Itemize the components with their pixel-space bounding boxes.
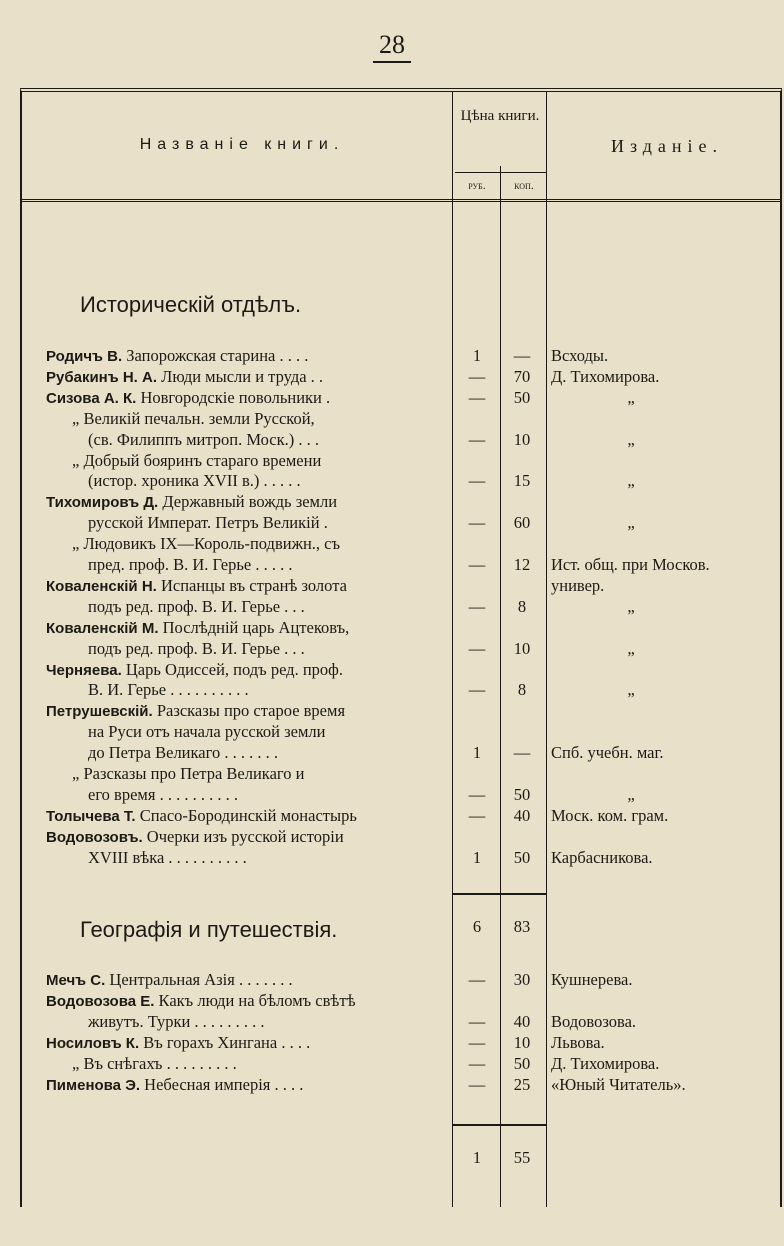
- book-title: русской Императ. Петръ Великій .: [88, 513, 328, 533]
- table-row: [0, 701, 784, 722]
- edition-publisher: Всходы.: [551, 346, 609, 365]
- total-rub: 6: [472, 917, 482, 936]
- price-rub: —: [468, 1053, 486, 1073]
- price-rub: —: [468, 471, 486, 491]
- price-kop: —: [513, 743, 531, 763]
- edition-publisher: „: [627, 596, 635, 616]
- table-row: [0, 1033, 784, 1054]
- book-title: (истор. хроника XVII в.) . . . . .: [88, 471, 301, 491]
- table-row: [0, 576, 784, 597]
- price-kop: 40: [513, 805, 531, 825]
- price-rub: —: [468, 784, 486, 804]
- price-rub: —: [468, 970, 486, 989]
- edition-publisher: „: [627, 387, 635, 407]
- book-title: живутъ. Турки . . . . . . . . .: [88, 1011, 265, 1031]
- price-kop: 70: [513, 366, 531, 386]
- table-row: [0, 660, 784, 681]
- table-row: [0, 848, 784, 869]
- total-kop: 83: [513, 917, 531, 936]
- total-divider: [452, 893, 546, 895]
- table-row: [0, 346, 784, 367]
- price-kop: 8: [517, 596, 527, 616]
- price-kop: 50: [513, 387, 531, 407]
- book-author: Водовозова Е.: [46, 992, 155, 1010]
- price-rub: —: [468, 805, 486, 825]
- book-title: Коваленскій Н. Испанцы въ странѣ золота: [46, 575, 347, 595]
- table-row: [0, 492, 784, 513]
- price-subheader-line: [455, 172, 547, 173]
- total-divider: [452, 1124, 546, 1126]
- book-author: Толычева Т.: [46, 807, 136, 825]
- section-title: Географія и путешествія.: [80, 917, 338, 942]
- table-row: [0, 970, 784, 991]
- book-author: Мечъ С.: [46, 972, 106, 989]
- table-row: [0, 367, 784, 388]
- book-title: Носиловъ К. Въ горахъ Хингана . . . .: [46, 1032, 311, 1052]
- edition-publisher: „: [627, 513, 635, 533]
- table-row: [0, 618, 784, 639]
- price-rub: —: [468, 513, 486, 533]
- column-header-title: Названіе книги.: [139, 136, 345, 153]
- price-kop: 30: [513, 970, 531, 989]
- table-row: [0, 806, 784, 827]
- price-kop: 40: [513, 1011, 531, 1031]
- price-kop: 50: [513, 847, 531, 867]
- header-divider: [22, 199, 780, 202]
- book-author: Черняева.: [46, 661, 122, 679]
- edition-publisher: Спб. учебн. маг.: [551, 743, 664, 763]
- book-author: Водовозовъ.: [46, 828, 143, 846]
- table-row: [0, 513, 784, 534]
- price-rub: 1: [472, 847, 482, 867]
- book-title: В. И. Герье . . . . . . . . . .: [88, 680, 249, 700]
- book-title: его время . . . . . . . . . .: [88, 784, 238, 804]
- price-kop: 8: [517, 680, 527, 700]
- book-title: (св. Филиппъ митроп. Моск.) . . .: [88, 429, 319, 449]
- book-title: Толычева Т. Спасо-Бородинскій монастырь: [46, 805, 357, 825]
- edition-publisher: „: [627, 429, 635, 449]
- book-title: до Петра Великаго . . . . . . .: [88, 743, 278, 763]
- edition-publisher: „: [627, 638, 635, 658]
- book-author: Петрушевскій.: [46, 703, 153, 721]
- table-row: [0, 991, 784, 1012]
- book-title: „ Людовикъ IX—Король-подвижн., съ: [72, 534, 341, 554]
- book-author: Пименова Э.: [46, 1076, 141, 1094]
- price-rub: —: [468, 680, 486, 700]
- book-author: Рубакинъ Н. А.: [46, 368, 158, 386]
- book-title: Родичъ В. Запорожская старина . . . .: [46, 346, 309, 365]
- book-title: Сизова А. К. Новгородскіе повольники .: [46, 387, 331, 407]
- book-title: Рубакинъ Н. А. Люди мысли и труда . .: [46, 366, 324, 386]
- price-rub: —: [468, 1032, 486, 1052]
- price-rub: —: [468, 638, 486, 658]
- edition-publisher: Карбасникова.: [551, 847, 653, 867]
- book-title: Тихомировъ Д. Державный вождь земли: [46, 492, 338, 512]
- book-author: Сизова А. К.: [46, 389, 137, 407]
- edition-publisher: Ист. общ. при Москов.: [551, 555, 710, 574]
- column-header-edition: Изданіе.: [610, 136, 724, 156]
- book-title: Мечъ С. Центральная Азія . . . . . . .: [46, 970, 293, 989]
- table-row: [0, 827, 784, 848]
- table-row: [0, 471, 784, 492]
- table-row: [0, 451, 784, 472]
- book-title: „ Великій печальн. земли Русской,: [72, 408, 315, 428]
- column-header-kop: коп.: [514, 178, 534, 192]
- table-row: [0, 430, 784, 451]
- price-kop: 10: [513, 1032, 531, 1052]
- price-kop: 50: [513, 784, 531, 804]
- book-title: Петрушевскій. Разсказы про старое время: [46, 701, 346, 721]
- total-kop: 55: [513, 1148, 531, 1167]
- table-row: [0, 639, 784, 660]
- price-rub: —: [468, 555, 486, 574]
- price-kop: 25: [513, 1074, 531, 1094]
- edition-publisher: Д. Тихомирова.: [551, 1053, 660, 1073]
- table-row: [0, 597, 784, 618]
- table-row: [0, 1075, 784, 1096]
- book-title: Пименова Э. Небесная имперія . . . .: [46, 1074, 304, 1094]
- table-row: [0, 388, 784, 409]
- book-author: Коваленскій М.: [46, 619, 159, 637]
- edition-publisher: Львова.: [551, 1032, 605, 1052]
- book-title: Черняева. Царь Одиссей, подъ ред. проф.: [46, 659, 343, 679]
- book-title: Водовозовъ. Очерки изъ русской исторіи: [46, 826, 344, 846]
- total-rub: 1: [472, 1148, 482, 1167]
- price-kop: 60: [513, 513, 531, 533]
- section-title: Историческій отдѣлъ.: [80, 292, 302, 317]
- table-row: [0, 1054, 784, 1075]
- book-title: подъ ред. проф. В. И. Герье . . .: [88, 596, 305, 616]
- book-title: на Руси отъ начала русской земли: [88, 722, 326, 742]
- table-row: [0, 722, 784, 743]
- price-rub: 1: [472, 346, 482, 365]
- price-rub: —: [468, 429, 486, 449]
- table-row: [0, 785, 784, 806]
- price-kop: 15: [513, 471, 531, 491]
- book-title: Водовозова Е. Какъ люди на бѣломъ свѣтѣ: [46, 990, 356, 1010]
- price-kop: —: [513, 346, 531, 365]
- price-rub: —: [468, 1011, 486, 1031]
- price-kop: 12: [513, 555, 531, 574]
- edition-publisher: Кушнерева.: [551, 970, 633, 989]
- book-author: Родичъ В.: [46, 348, 123, 365]
- edition-publisher: Д. Тихомирова.: [551, 366, 660, 386]
- price-rub: 1: [472, 743, 482, 763]
- edition-publisher: „: [627, 471, 635, 491]
- edition-publisher: „: [627, 784, 635, 804]
- page-number: 28: [0, 30, 784, 60]
- book-title: подъ ред. проф. В. И. Герье . . .: [88, 638, 305, 658]
- book-title: пред. проф. В. И. Герье . . . . .: [88, 555, 293, 574]
- book-author: Носиловъ К.: [46, 1034, 140, 1052]
- edition-publisher: Моск. ком. грам.: [551, 805, 669, 825]
- price-rub: —: [468, 387, 486, 407]
- book-author: Тихомировъ Д.: [46, 494, 159, 512]
- column-header-price: Цѣна книги.: [460, 108, 540, 124]
- book-author: Коваленскій Н.: [46, 577, 157, 595]
- book-title: XVIII вѣка . . . . . . . . . .: [88, 847, 247, 867]
- book-title: „ Въ снѣгахъ . . . . . . . . .: [72, 1053, 237, 1073]
- book-title: „ Разсказы про Петра Великаго и: [72, 764, 305, 783]
- table-row: [0, 1012, 784, 1033]
- edition-publisher: „: [627, 680, 635, 700]
- table-row: [0, 680, 784, 701]
- table-row: [0, 555, 784, 576]
- book-title: Коваленскій М. Послѣдній царь Ацтековъ,: [46, 617, 350, 637]
- table-row: [0, 409, 784, 430]
- edition-publisher: «Юный Читатель».: [551, 1074, 686, 1094]
- edition-publisher: универ.: [551, 575, 605, 595]
- price-rub: —: [468, 596, 486, 616]
- table-row: [0, 764, 784, 785]
- column-header-rub: руб.: [468, 178, 486, 192]
- price-rub: —: [468, 1074, 486, 1094]
- price-kop: 10: [513, 638, 531, 658]
- price-kop: 50: [513, 1053, 531, 1073]
- book-title: „ Добрый бояринъ стараго времени: [72, 450, 322, 470]
- price-kop: 10: [513, 429, 531, 449]
- price-rub: —: [468, 366, 486, 386]
- table-row: [0, 743, 784, 764]
- table-row: [0, 534, 784, 555]
- edition-publisher: Водовозова.: [551, 1011, 637, 1031]
